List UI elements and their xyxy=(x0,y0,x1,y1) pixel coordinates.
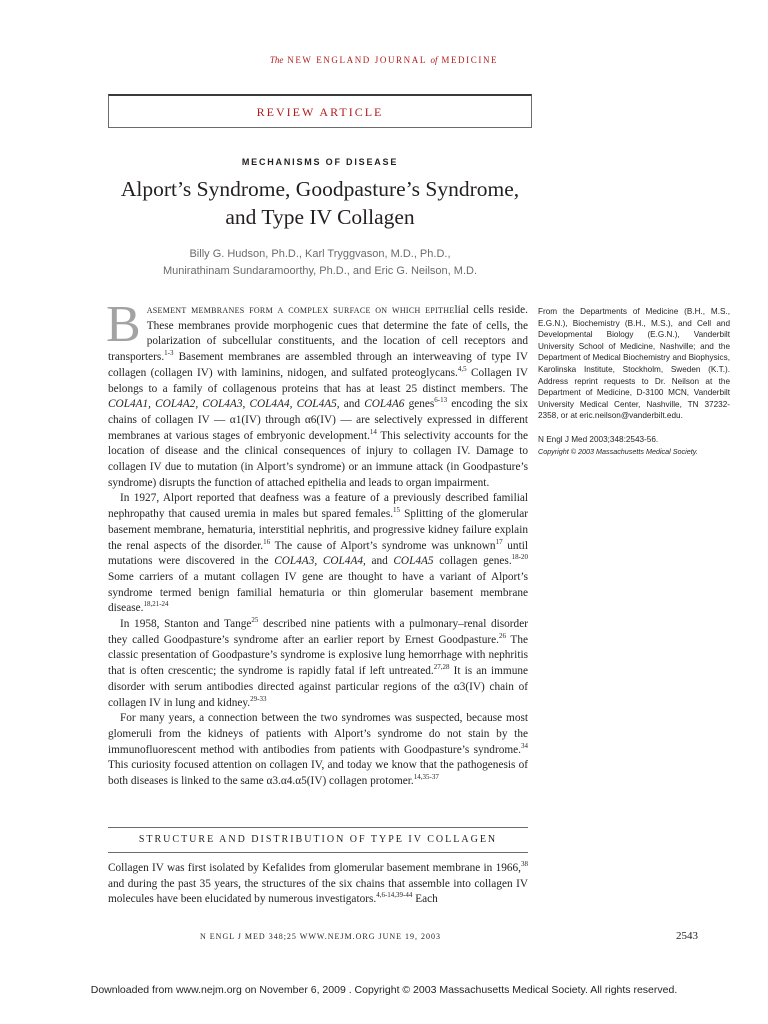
article-body xyxy=(106,296,529,790)
paragraph-goodpasture: In 1958, Stanton and Tange$^{25}$ described nine patients with a pulmonary–renal disorder they called Goodpasture’s syndrome after an earlier report by Ernest Goodpasture.$^{26}$ The classic presentation of Goodpasture’s syndrome is explosive lung hemorrhage with nephritis that is often crescentic; the syndrome is rapidly fatal if left untreated.$^{27,28}$ It is an immune disorder with serum antibodies directed against particular regions of the α3(IV) chain of collagen IV in lung and kidney.$^{29-33}$ xyxy=(108,616,529,709)
citation-text: N Engl J Med 2003;348:2543-56. xyxy=(538,434,659,444)
article-type-label: REVIEW ARTICLE xyxy=(256,105,384,119)
author-list: Billy G. Hudson, Ph.D., Karl Tryggvason, M.D., Ph.D., Munirathinam Sundaramoorthy, Ph.D., and Eric G. Neilson, M.D. xyxy=(162,248,478,277)
paragraph-connection: For many years, a connection between the two syndromes was suspected, because most glomeruli from the kidneys of patients with Alport’s syndrome do not stain by the immunofluorescent method with antibodies from patients with Goodpasture’s syndrome.$^{34}$ This curiosity focused attention on collagen IV, and today we know that the pathogenesis of both diseases is linked to the same α3.α4.α5(IV) collagen protomer.$^{14,35-37}$ xyxy=(108,712,528,788)
series-kicker: MECHANISMS OF DISEASE xyxy=(241,157,399,167)
page-number: 2543 xyxy=(676,930,698,942)
section-heading-box xyxy=(108,827,528,853)
paragraph-structure: Collagen IV was first isolated by Kefalides from glomerular basement membrane in 1966,38 and during the past 35 years, the structures of the six chains that assemble into collagen IV molecules have been elucidated by numerous investigators.$^{4,6-14,39-44}$ Each xyxy=(108,860,528,906)
affiliation-text: From the Departments of Medicine (B.H., M.S., E.G.N.), Biochemistry (B.H., M.S.), and Cell and Developmental Biology (E.G.N.), Vanderbilt University School of Medicine, Nashville; and the Department of Medical Biochemistry and Biophysics, Karolinska Institute, Stockholm, Sweden (K.T.). Address reprint requests to Dr. Neilson at the Department of Medicine, D-3100 MCN, Vanderbilt University Medical Center, Nashville, TN 37232-2358, or at eric.neilson@vanderbilt.edu. xyxy=(538,307,730,421)
article-type-box xyxy=(108,94,532,128)
section-heading: STRUCTURE AND DISTRIBUTION OF TYPE IV COLLAGEN xyxy=(138,834,498,845)
section-body xyxy=(108,861,528,908)
paragraph-intro: Basement membranes form a complex surface on which epithelial cells reside. These membranes provide morphogenic cues that determine the fate of cells, the polarization of subcellular constituents, and the location of cell receptors and transporters.$^{1-3}$ Basement membranes are assembled through an interweaving of type IV collagen (collagen IV) with laminins, nidogen, and sulfated proteoglycans.$^{4,5}$ Collagen IV belongs to a family of collagenous proteins that has at least 25 distinct members. The COL4A1, COL4A2, COL4A3, COL4A4, COL4A5, and COL4A6 genes$^{6-13}$ encoding the six chains of collagen IV — α1(IV) through α6(IV) — are selectively expressed in different membranes at various stages of embryonic development.$^{14}$ This selectivity accounts for the location of disease and the clinical consequences of injury to collagen IV. Damage to collagen IV due to mutation (in Alport’s syndrome) or an immune attack (in Goodpasture’s syndrome) disrupts the function of attached epithelia and leads to organ impairment. xyxy=(106,296,529,489)
drop-cap: B xyxy=(106,296,141,353)
running-footer: N ENGL J MED 348;25 WWW.NEJM.ORG JUNE 19, 2003 xyxy=(200,932,442,941)
article-title: Alport’s Syndrome, Goodpasture’s Syndrome, and Type IV Collagen xyxy=(120,177,520,229)
affiliation-sidenote xyxy=(538,306,730,457)
journal-header: The NEW ENGLAND JOURNAL of MEDICINE xyxy=(269,55,499,65)
download-notice: Downloaded from www.nejm.org on November 6, 2009 . Copyright © 2003 Massachusetts Medical Society. All rights reserved. xyxy=(90,984,678,996)
paragraph-alport: In 1927, Alport reported that deafness was a feature of a previously described familial nephropathy that caused uremia in males but spared females.$^{15}$ Splitting of the glomerular basement membrane, hematuria, interstitial nephritis, and progressive kidney failure explain the renal aspects of the disorder.$^{16}$ The cause of Alport’s syndrome was unknown$^{17}$ until mutations were discovered in the COL4A3, COL4A4, and COL4A5 collagen genes.$^{18-20}$ Some carriers of a mutant collagen IV gene are thought to have a variant of Alport’s syndrome termed benign familial hematuria or thin glomerular basement membrane disease.$^{18,21-24}$ xyxy=(108,492,529,615)
copyright-text: Copyright © 2003 Massachusetts Medical Society. xyxy=(538,446,698,456)
